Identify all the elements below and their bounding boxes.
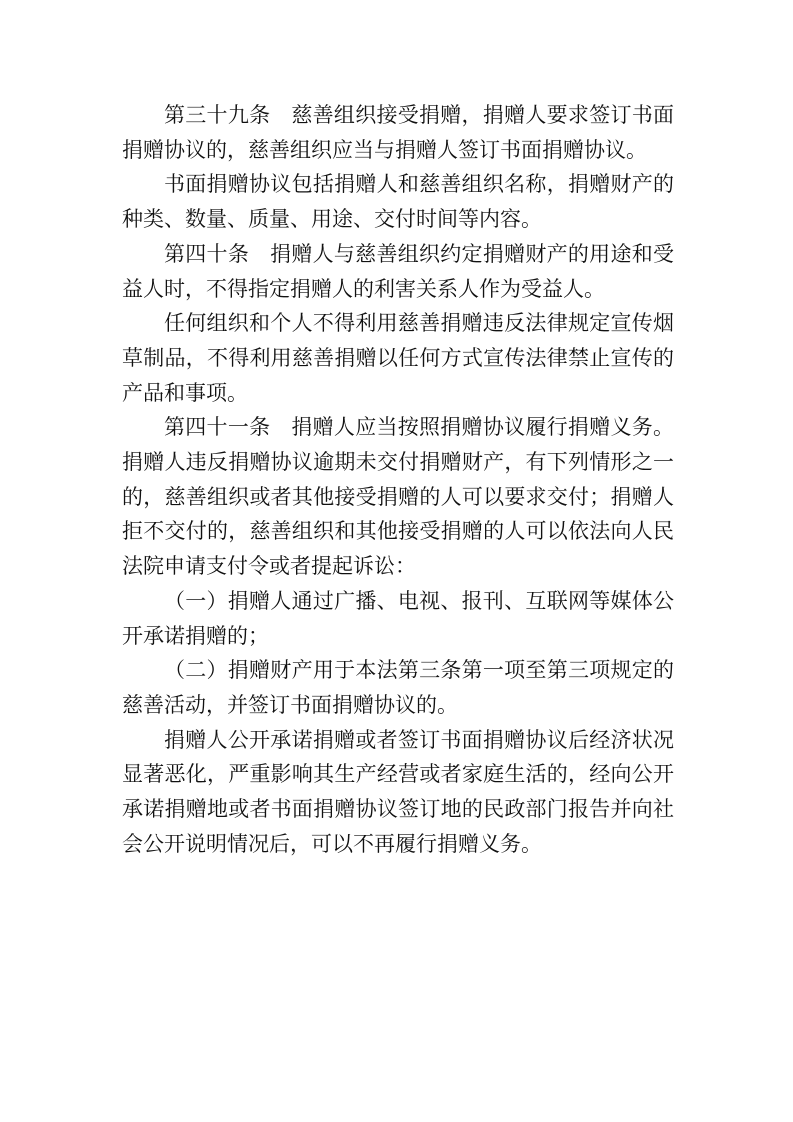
document-body — [122, 98, 674, 861]
paragraph-article-41 — [122, 410, 674, 584]
paragraph — [122, 723, 674, 862]
paragraph-text: （一）捐赠人通过广播、电视、报刊、互联网等媒体公开承诺捐赠的； — [122, 588, 674, 648]
paragraph-text: 任何组织和个人不得利用慈善捐赠违反法律规定宣传烟草制品，不得利用慈善捐赠以任何方式宣传法律禁止宣传的产品和事项。 — [122, 311, 674, 405]
paragraph-text: 慈善组织接受捐赠，捐赠人要求签订书面捐赠协议的，慈善组织应当与捐赠人签订书面捐赠协议。 — [122, 103, 675, 162]
list-item — [122, 653, 674, 722]
paragraph — [122, 167, 674, 236]
article-heading: 第四十一条 — [164, 415, 271, 440]
article-heading: 第三十九条 — [164, 103, 271, 127]
paragraph-article-39 — [122, 98, 674, 167]
paragraph-text: （二）捐赠财产用于本法第三条第一项至第三项规定的慈善活动，并签订书面捐赠协议的。 — [122, 658, 674, 717]
paragraph-text: 书面捐赠协议包括捐赠人和慈善组织名称，捐赠财产的种类、数量、质量、用途、交付时间等内容。 — [122, 172, 674, 232]
paragraph-text: 捐赠人应当按照捐赠协议履行捐赠义务。捐赠人违反捐赠协议逾期未交付捐赠财产，有下列情形之一的，慈善组织或者其他接受捐赠的人可以要求交付；捐赠人拒不交付的，慈善组织和其他接受捐赠的人可以依法向人民法院申请支付令或者提起诉讼： — [122, 415, 675, 579]
paragraph-text: 捐赠人与慈善组织约定捐赠财产的用途和受益人时，不得指定捐赠人的利害关系人作为受益人。 — [122, 241, 675, 301]
paragraph-text: 捐赠人公开承诺捐赠或者签订书面捐赠协议后经济状况显著恶化，严重影响其生产经营或者家庭生活的，经向公开承诺捐赠地或者书面捐赠协议签订地的民政部门报告并向社会公开说明情况后，可以不再履行捐赠义务。 — [122, 727, 674, 856]
list-item — [122, 584, 674, 653]
paragraph-article-40 — [122, 237, 674, 306]
article-heading: 第四十条 — [164, 241, 250, 266]
paragraph — [122, 306, 674, 410]
